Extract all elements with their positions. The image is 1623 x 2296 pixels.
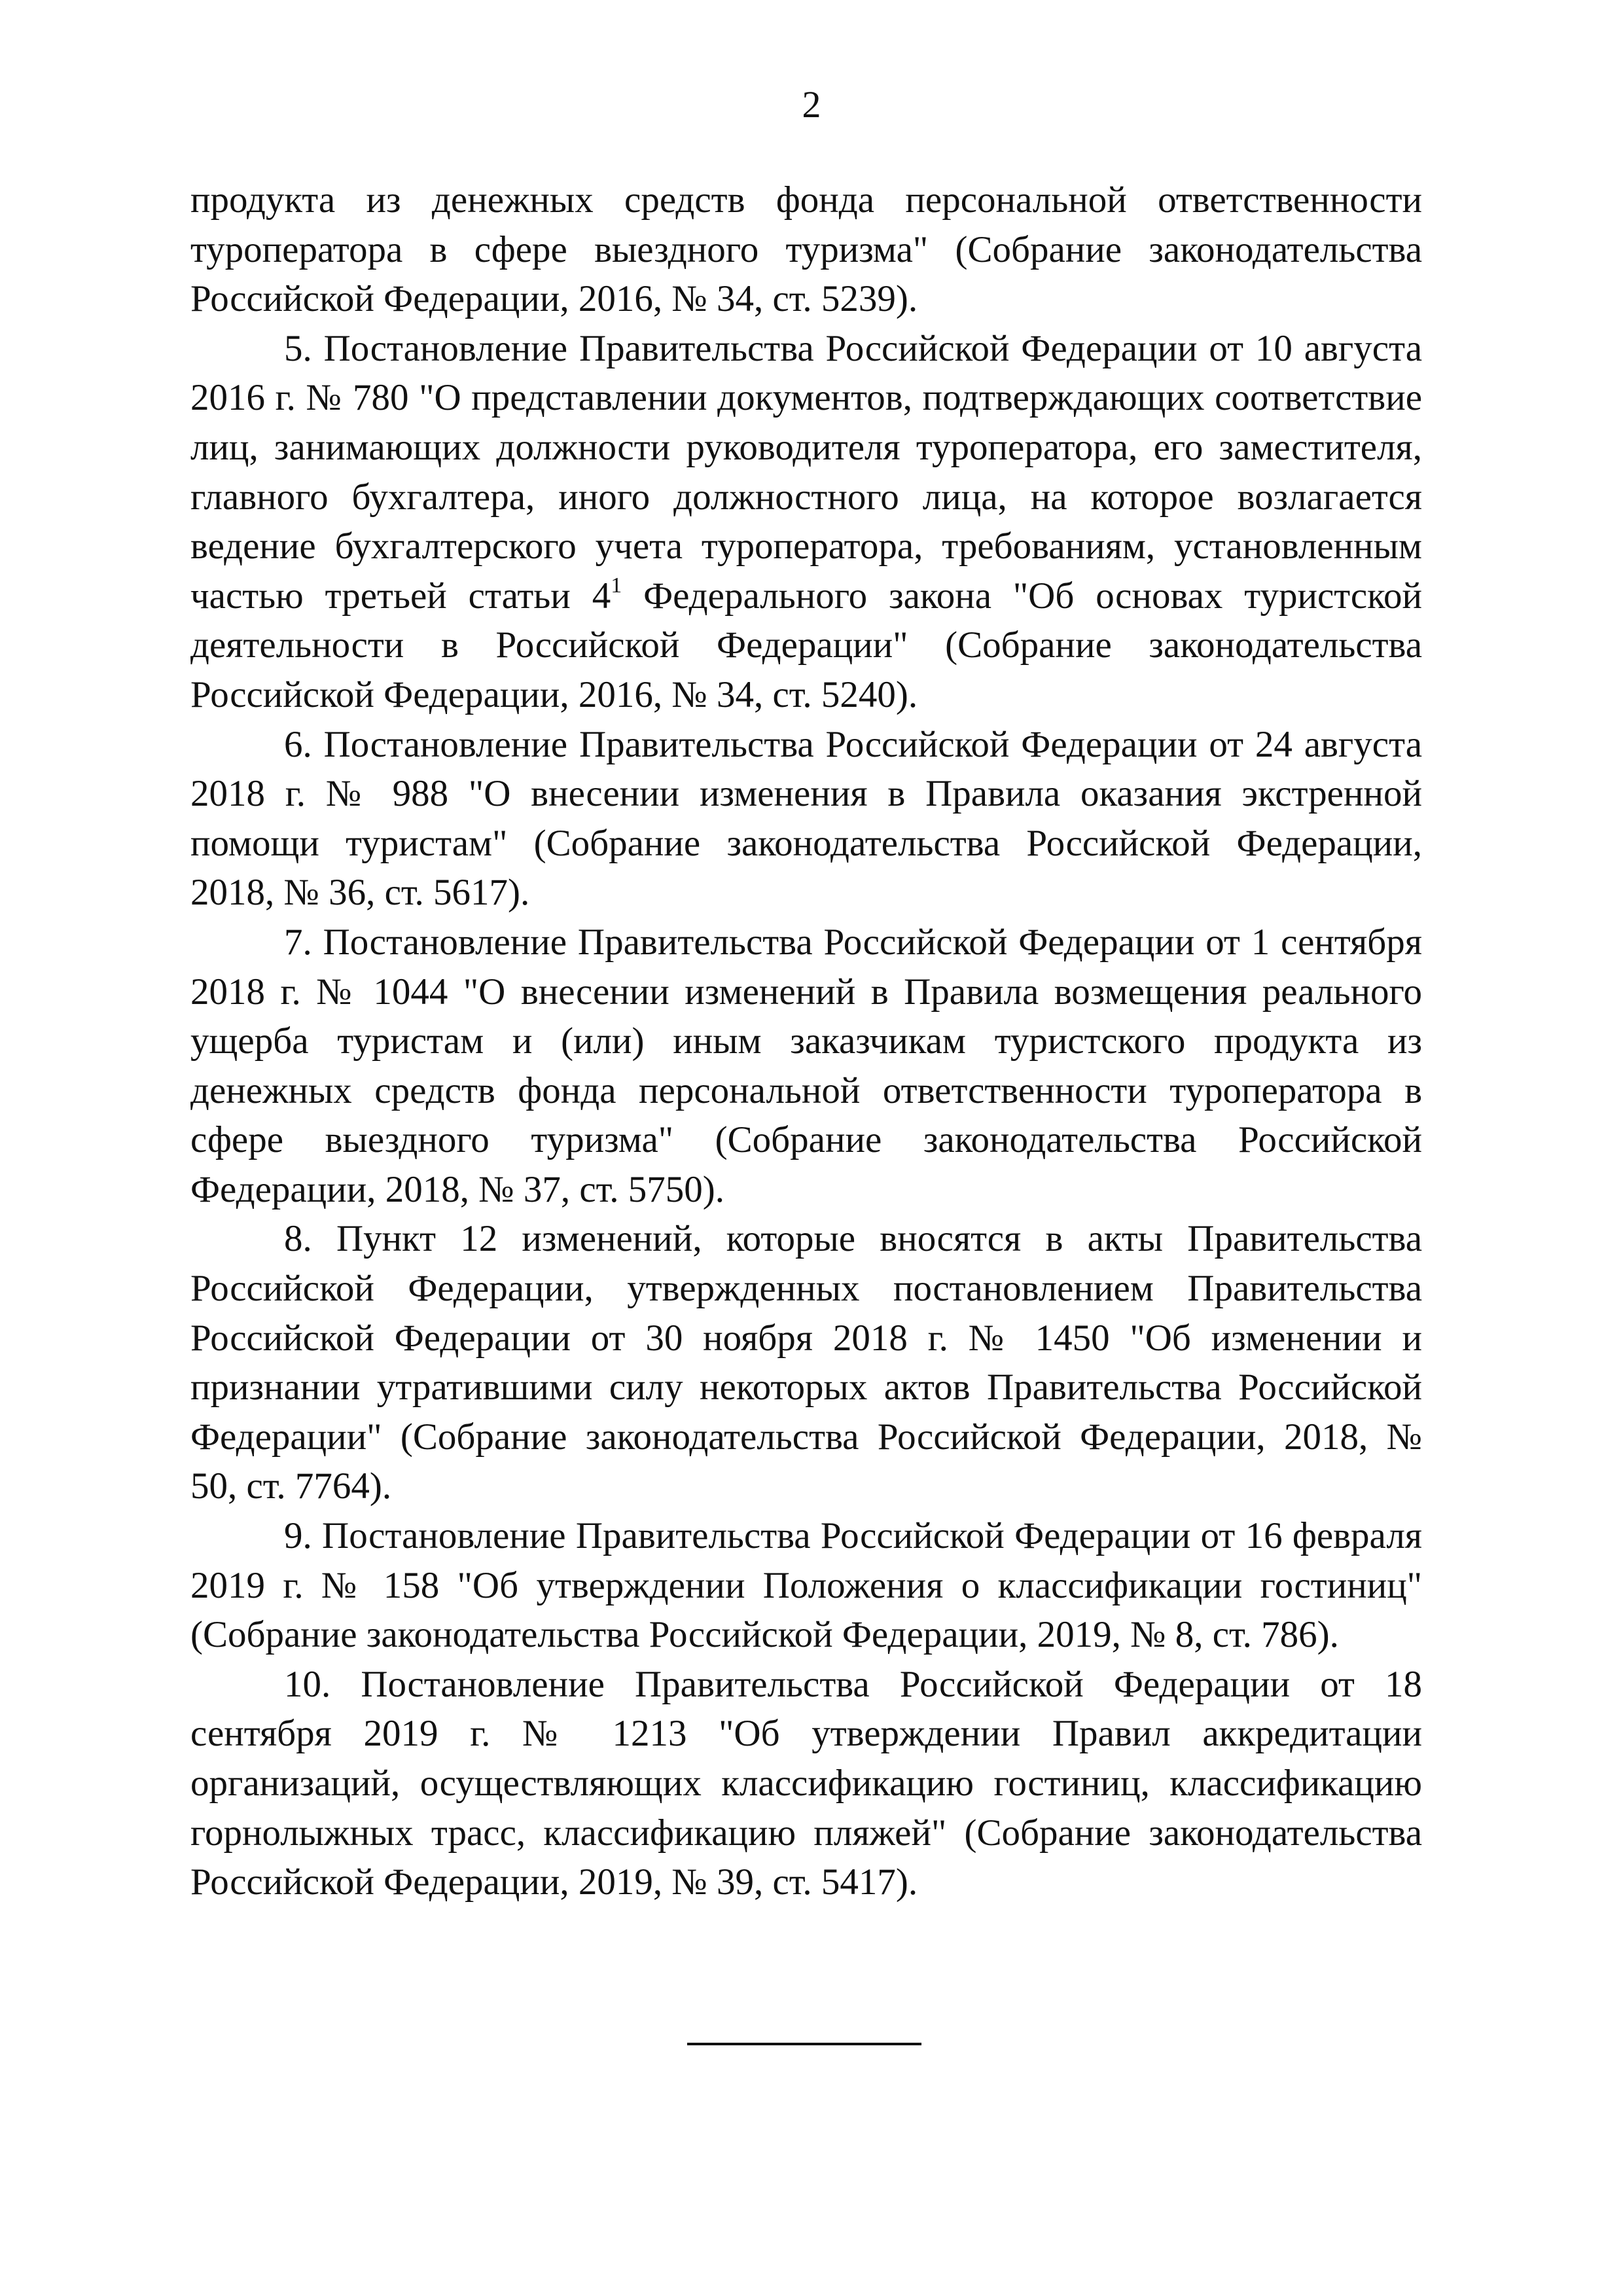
list-item-5 [190,324,1422,720]
list-item-5-text-continued: Федерального закона "Об основах туристской деятельности в Российской Федерации" (Собрание законодательства Российской Федерации, 2016, № 34, ст. 5240). [190,575,1422,715]
list-item-7: 7. Постановление Правительства Российской Федерации от 1 сентября 2018 г. № 1044 "О внесении изменений в Правила возмещения реального ущерба туристам и (или) иным заказчикам туристского продукта из денежных средств фонда персональной ответственности туроператора в сфере выездного туризма" (Собрание законодательства Российской Федерации, 2018, № 37, ст. 5750). [190,921,1422,1210]
document-body [190,175,1422,1907]
list-item-10: 10. Постановление Правительства Российской Федерации от 18 сентября 2019 г. № 1213 "Об утверждении Правил аккредитации организаций, осуществляющих классификацию гостиниц, классификацию горнолыжных трасс, классификацию пляжей" (Собрание законодательства Российской Федерации, 2019, № 39, ст. 5417). [190,1663,1422,1903]
list-item-8: 8. Пункт 12 изменений, которые вносятся в акты Правительства Российской Федерации, утвержденных постановлением Правительства Российской Федерации от 30 ноября 2018 г. № 1450 "Об изменении и признании утратившими силу некоторых актов Правительства Российской Федерации" (Собрание законодательства Российской Федерации, 2018, № 50, ст. 7764). [190,1218,1422,1507]
end-of-document-rule [687,2043,921,2045]
list-item-9: 9. Постановление Правительства Российской Федерации от 16 февраля 2019 г. № 158 "Об утверждении Положения о классификации гостиниц" (Собрание законодательства Российской Федерации, 2019, № 8, ст. 786). [190,1515,1422,1656]
superscript: 1 [611,573,622,598]
page-number: 2 [802,83,821,126]
list-item-5-text: 5. Постановление Правительства Российской Федерации от 10 августа 2016 г. № 780 "О представлении документов, подтверждающих соответствие лиц, занимающих должности руководителя туроператора, его заместителя, главного бухгалтера, иного должностного лица, на которое возлагается ведение бухгалтерского учета туроператора, требованиям, установленным частью третьей статьи 4 [190,327,1422,617]
paragraph-continuation: продукта из денежных средств фонда персональной ответственности туроператора в сфере выездного туризма" (Собрание законодательства Российской Федерации, 2016, № 34, ст. 5239). [190,179,1422,320]
list-item-6: 6. Постановление Правительства Российской Федерации от 24 августа 2018 г. № 988 "О внесении изменения в Правила оказания экстренной помощи туристам" (Собрание законодательства Российской Федерации, 2018, № 36, ст. 5617). [190,723,1422,914]
